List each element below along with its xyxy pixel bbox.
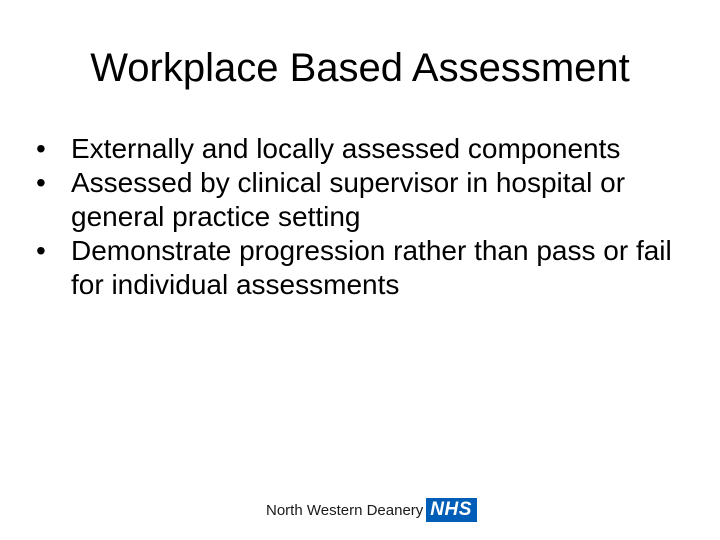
bullet-text: Externally and locally assessed components [71, 133, 621, 164]
bullet-item [36, 166, 686, 234]
nhs-logo-icon: NHS [426, 498, 477, 522]
footer-logo [266, 496, 477, 524]
bullet-icon: • [36, 133, 46, 164]
bullet-list [36, 132, 686, 302]
slide-title: Workplace Based Assessment [90, 46, 630, 90]
bullet-item [36, 132, 686, 166]
bullet-text: Demonstrate progression rather than pass or fail for individual assessments [71, 235, 672, 300]
bullet-icon: • [36, 167, 46, 198]
bullet-text: Assessed by clinical supervisor in hospital or general practice setting [71, 167, 626, 232]
organization-name: North Western Deanery [266, 501, 424, 519]
bullet-item [36, 234, 686, 302]
bullet-icon: • [36, 235, 46, 266]
